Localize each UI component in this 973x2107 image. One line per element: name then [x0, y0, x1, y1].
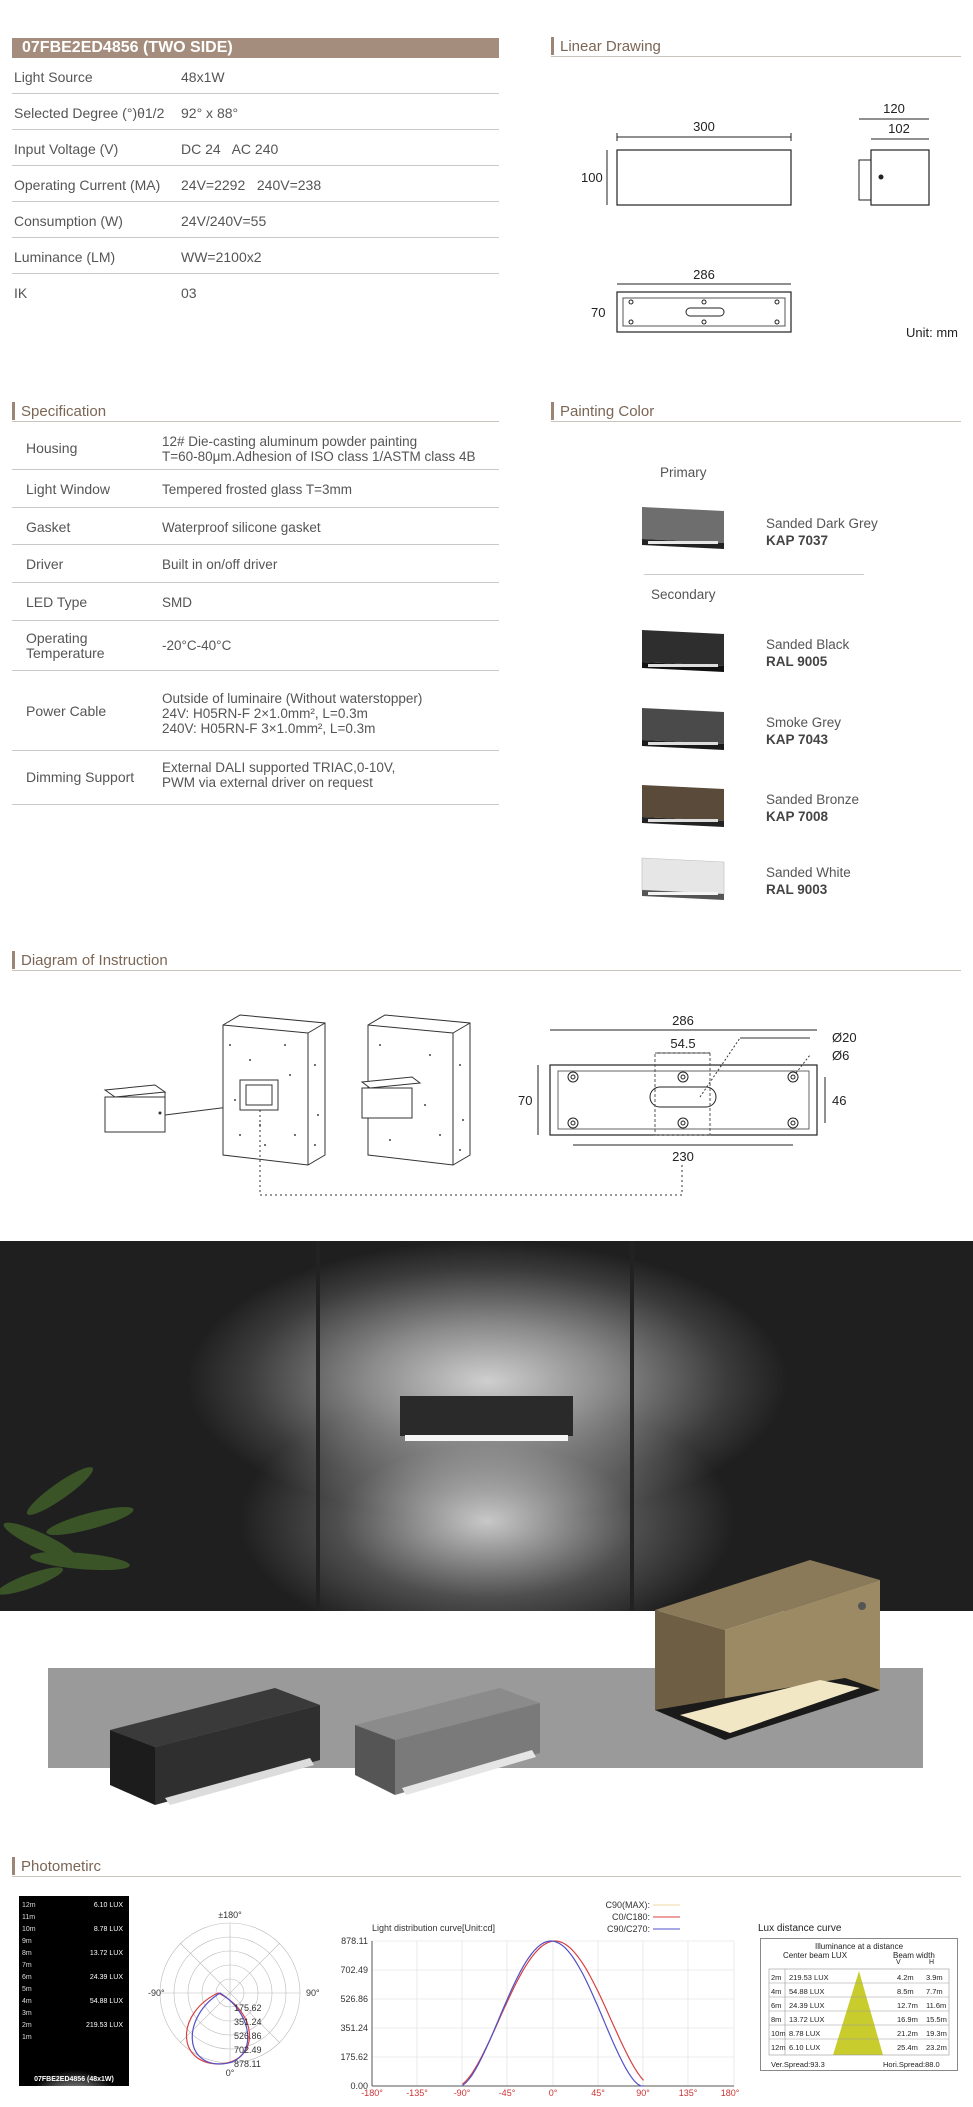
- section-bar: [12, 402, 15, 420]
- spec-row: [12, 751, 499, 805]
- param-row: [12, 58, 499, 94]
- instruction-diagram: [90, 1005, 900, 1205]
- param-value: 03: [181, 285, 197, 301]
- lux-row-h: 19.3m: [926, 2029, 947, 2038]
- polar-ring: 702.49: [234, 2045, 262, 2055]
- lux-value: 219.53 LUX: [86, 2022, 123, 2029]
- lux-row-lux: 24.39 LUX: [789, 2001, 825, 2010]
- color-swatch-sanded-bronze: [638, 783, 728, 827]
- linear-drawing-title: Linear Drawing: [560, 38, 661, 55]
- color-swatch-sanded-dark-grey: [638, 505, 728, 549]
- curve-x-tick: -135°: [406, 2088, 428, 2096]
- polar-right: 90°: [306, 1988, 320, 1998]
- spec-value: 12# Die-casting aluminum powder painting T=60-80μm.Adhesion of ISO class 1/ASTM class 4B: [162, 434, 476, 464]
- param-value: 24V=2292 240V=238: [181, 177, 322, 193]
- lux-value: 24.39 LUX: [89, 1974, 123, 1981]
- specification-title: Specification: [21, 403, 107, 420]
- linear-drawing-header: [551, 37, 961, 57]
- lux-row-h: 15.5m: [926, 2015, 947, 2024]
- lux-row-h: 23.2m: [926, 2043, 947, 2052]
- param-label: Selected Degree (°)θ1/2: [14, 105, 165, 121]
- legend-label: C90(MAX):: [605, 1900, 650, 1910]
- dim-bottom: 286: [693, 267, 715, 282]
- spec-label: LED Type: [26, 594, 88, 610]
- curve-x-tick: 45°: [591, 2088, 605, 2096]
- lux-row-h: 7.7m: [926, 1987, 943, 1996]
- dim-width: 300: [693, 119, 715, 134]
- painting-color-title: Painting Color: [560, 403, 655, 420]
- param-value: WW=2100x2: [181, 249, 262, 265]
- param-row: [12, 202, 499, 238]
- spec-label: Operating Temperature: [26, 630, 105, 661]
- lux-dist: 12m: [22, 1902, 36, 1909]
- lux-row-lux: 54.88 LUX: [789, 1987, 825, 1996]
- param-row: [12, 166, 499, 202]
- legend-label: C90/C270:: [606, 1924, 650, 1934]
- spec-value: Waterproof silicone gasket: [162, 520, 321, 535]
- spec-value: Tempered frosted glass T=3mm: [162, 482, 352, 497]
- param-label: Operating Current (MA): [14, 177, 161, 193]
- curve-y-tick: 878.11: [341, 1936, 368, 1946]
- section-bar: [12, 951, 15, 969]
- lux-value: 8.78 LUX: [93, 1926, 123, 1933]
- instr-dim-d2: Ø6: [832, 1048, 850, 1063]
- curve-y-tick: 0.00: [350, 2081, 368, 2091]
- spec-value: Built in on/off driver: [162, 557, 278, 572]
- lux-value: 54.88 LUX: [89, 1998, 123, 2005]
- section-bar: [551, 402, 554, 420]
- color-name: Smoke Grey: [766, 715, 842, 730]
- color-name: Sanded Bronze: [766, 792, 860, 807]
- spec-row: [12, 508, 499, 545]
- color-swatch-smoke-grey: [638, 706, 728, 750]
- lux-dist: 8m: [22, 1950, 32, 1957]
- param-value: DC 24 AC 240: [181, 141, 279, 157]
- wall-joint: [630, 1241, 634, 1611]
- unit-label: Unit: mm: [906, 325, 958, 340]
- dim-height: 100: [581, 170, 603, 185]
- curve-title: Light distribution curve[Unit:cd]: [372, 1923, 496, 1933]
- lux-row-h: 11.6m: [926, 2001, 947, 2010]
- lux-distance-labels: [22, 1902, 36, 2041]
- color-swatch-sanded-black: [638, 628, 728, 672]
- param-row: [12, 274, 499, 310]
- polar-chart: [148, 1908, 323, 2088]
- spec-row: [12, 470, 499, 508]
- spec-label: Driver: [26, 556, 64, 572]
- polar-ring: 175.62: [234, 2003, 262, 2013]
- lux-table-col1: Center beam LUX: [783, 1951, 848, 1960]
- section-bar: [12, 1857, 15, 1875]
- lux-row-d: 2m: [771, 1973, 782, 1982]
- polar-top: ±180°: [218, 1910, 242, 1920]
- legend-label: C0/C180:: [611, 1912, 650, 1922]
- param-label: IK: [14, 285, 28, 301]
- curve-x-tick: 180°: [720, 2088, 740, 2096]
- luminaire-photo: [400, 1396, 573, 1436]
- spec-label: Power Cable: [26, 703, 107, 719]
- param-label: Light Source: [14, 69, 93, 85]
- lux-dist: 7m: [22, 1962, 32, 1969]
- lux-table-heading: Illuminance at a distance: [814, 1942, 904, 1951]
- lux-dist: 3m: [22, 2010, 32, 2017]
- instr-dim-length: 286: [672, 1013, 694, 1028]
- lux-row-d: 12m: [771, 2043, 786, 2052]
- curve-x-tick: 90°: [636, 2088, 650, 2096]
- luminaire-glow: [405, 1435, 568, 1441]
- curve-y-tick: 526.86: [340, 1994, 368, 2004]
- color-name: Sanded Dark Grey: [766, 516, 878, 531]
- param-row: [12, 94, 499, 130]
- lux-values: [86, 1902, 123, 2029]
- curve-x-tick: 135°: [678, 2088, 698, 2096]
- lux-row-v: 16.9m: [897, 2015, 918, 2024]
- product-title-bar: [12, 38, 499, 58]
- curve-x-tick: 0°: [548, 2088, 558, 2096]
- lux-panel: [19, 1896, 129, 2086]
- product-title: 07FBE2ED4856 (TWO SIDE): [22, 39, 233, 56]
- curve-x-tick: -180°: [361, 2088, 383, 2096]
- lux-table-h: H: [929, 1959, 935, 1966]
- polar-bottom: 0°: [225, 2068, 235, 2078]
- lux-row-h: 3.9m: [926, 1973, 943, 1982]
- color-code: RAL 9003: [766, 882, 828, 897]
- linear-drawing-svg: [551, 95, 961, 345]
- dim-bottom-height: 70: [591, 305, 606, 320]
- curve-y-tick: 351.24: [340, 2023, 368, 2033]
- distribution-curve-chart: [330, 1896, 740, 2096]
- instruction-header: [12, 951, 961, 971]
- param-row: [12, 130, 499, 166]
- param-label: Luminance (LM): [14, 249, 116, 265]
- lux-row-d: 8m: [771, 2015, 782, 2024]
- polar-left: -90°: [148, 1988, 165, 1998]
- lux-row-v: 4.2m: [897, 1973, 914, 1982]
- lux-panel-svg: [19, 1896, 129, 2086]
- spec-row: [12, 545, 499, 583]
- param-value: 48x1W: [181, 69, 225, 85]
- lux-row-v: 8.5m: [897, 1987, 914, 1996]
- color-code: KAP 7008: [766, 809, 829, 824]
- curve-legend: [605, 1900, 680, 1934]
- dim-depth: 102: [888, 121, 910, 136]
- instr-dim-base: 230: [672, 1149, 694, 1164]
- secondary-label: Secondary: [651, 587, 716, 602]
- spec-row: [12, 583, 499, 621]
- primary-label: Primary: [660, 465, 707, 480]
- lux-table-foot-left: Ver.Spread:93.3: [771, 2060, 825, 2069]
- dim-depth-total: 120: [883, 101, 905, 116]
- wall-joint: [316, 1241, 320, 1611]
- instr-dim-height: 70: [518, 1093, 533, 1108]
- param-value: 24V/240V=55: [181, 213, 267, 229]
- photometric-header: [12, 1857, 961, 1877]
- lux-value: 6.10 LUX: [93, 1902, 123, 1909]
- polar-ring: 526.86: [234, 2031, 262, 2041]
- product-lineup: [100, 1560, 880, 1820]
- param-row: [12, 238, 499, 274]
- spec-value: -20°C-40°C: [162, 638, 232, 653]
- instr-dim-inner: 46: [832, 1093, 847, 1108]
- lux-row-d: 6m: [771, 2001, 782, 2010]
- lux-dist: 11m: [22, 1914, 36, 1921]
- lux-dist: 9m: [22, 1938, 32, 1945]
- lux-row-v: 21.2m: [897, 2029, 918, 2038]
- lux-row-lux: 219.53 LUX: [789, 1973, 829, 1982]
- lux-row-lux: 8.78 LUX: [789, 2029, 821, 2038]
- lux-table-title: Lux distance curve: [758, 1923, 842, 1934]
- spec-value: SMD: [162, 595, 192, 610]
- lux-dist: 4m: [22, 1998, 32, 2005]
- spec-row: [12, 671, 499, 751]
- lux-dist: 5m: [22, 1986, 32, 1993]
- color-code: KAP 7037: [766, 533, 829, 548]
- param-value: 92° x 88°: [181, 105, 239, 121]
- instr-dim-holes: 54.5: [670, 1036, 696, 1051]
- spec-row: [12, 428, 499, 470]
- curve-grid: [372, 1941, 734, 2086]
- polar-ring: 351.24: [234, 2017, 262, 2027]
- lux-row-d: 4m: [771, 1987, 782, 1996]
- lux-table-foot-right: Hori.Spread:88.0: [883, 2060, 940, 2069]
- spec-label: Gasket: [26, 519, 71, 535]
- curve-y-tick: 175.62: [340, 2052, 368, 2062]
- scene-photo: [0, 1241, 973, 1611]
- specification-header: [12, 402, 499, 422]
- color-code: RAL 9005: [766, 654, 828, 669]
- lux-value: 13.72 LUX: [89, 1950, 123, 1957]
- painting-color-header: [551, 402, 961, 422]
- lux-dist: 6m: [22, 1974, 32, 1981]
- color-swatch-sanded-white: [638, 856, 728, 900]
- lux-panel-caption: 07FBE2ED4856 (48x1W): [34, 2076, 114, 2083]
- color-code: KAP 7043: [766, 732, 829, 747]
- spec-label: Light Window: [26, 481, 111, 497]
- lux-table: [760, 1938, 958, 2071]
- lux-dist: 1m: [22, 2034, 32, 2041]
- instr-dim-d1: Ø20: [832, 1030, 857, 1045]
- param-label: Input Voltage (V): [14, 141, 119, 157]
- instruction-title: Diagram of Instruction: [21, 952, 168, 969]
- curve-x-tick: -90°: [453, 2088, 471, 2096]
- lux-row-v: 25.4m: [897, 2043, 918, 2052]
- lux-row-lux: 6.10 LUX: [789, 2043, 821, 2052]
- param-label: Consumption (W): [14, 213, 123, 229]
- color-divider: [644, 574, 864, 575]
- curve-y-tick: 702.49: [340, 1965, 368, 1975]
- spec-label: Dimming Support: [26, 769, 135, 785]
- spec-row: [12, 621, 499, 671]
- lux-row-d: 10m: [771, 2029, 786, 2038]
- lux-dist: 10m: [22, 1926, 36, 1933]
- photometric-title: Photometirc: [21, 1858, 102, 1875]
- lux-row-lux: 13.72 LUX: [789, 2015, 825, 2024]
- spec-label: Housing: [26, 440, 78, 456]
- lux-row-v: 12.7m: [897, 2001, 918, 2010]
- polar-ring: 878.11: [234, 2059, 261, 2069]
- lux-dist: 2m: [22, 2022, 32, 2029]
- color-name: Sanded White: [766, 865, 851, 880]
- color-name: Sanded Black: [766, 637, 850, 652]
- curve-x-tick: -45°: [498, 2088, 516, 2096]
- section-bar: [551, 37, 554, 55]
- lux-table-col2: Beam width: [893, 1951, 935, 1960]
- lux-table-v: V: [896, 1959, 901, 1966]
- spec-value: External DALI supported TRIAC,0-10V, PWM via external driver on request: [162, 760, 396, 790]
- spec-value: Outside of luminaire (Without waterstopper) 24V: H05RN-F 2×1.0mm², L=0.3m 240V: H05RN-F 3×1.0mm², L=0.3m: [162, 691, 423, 736]
